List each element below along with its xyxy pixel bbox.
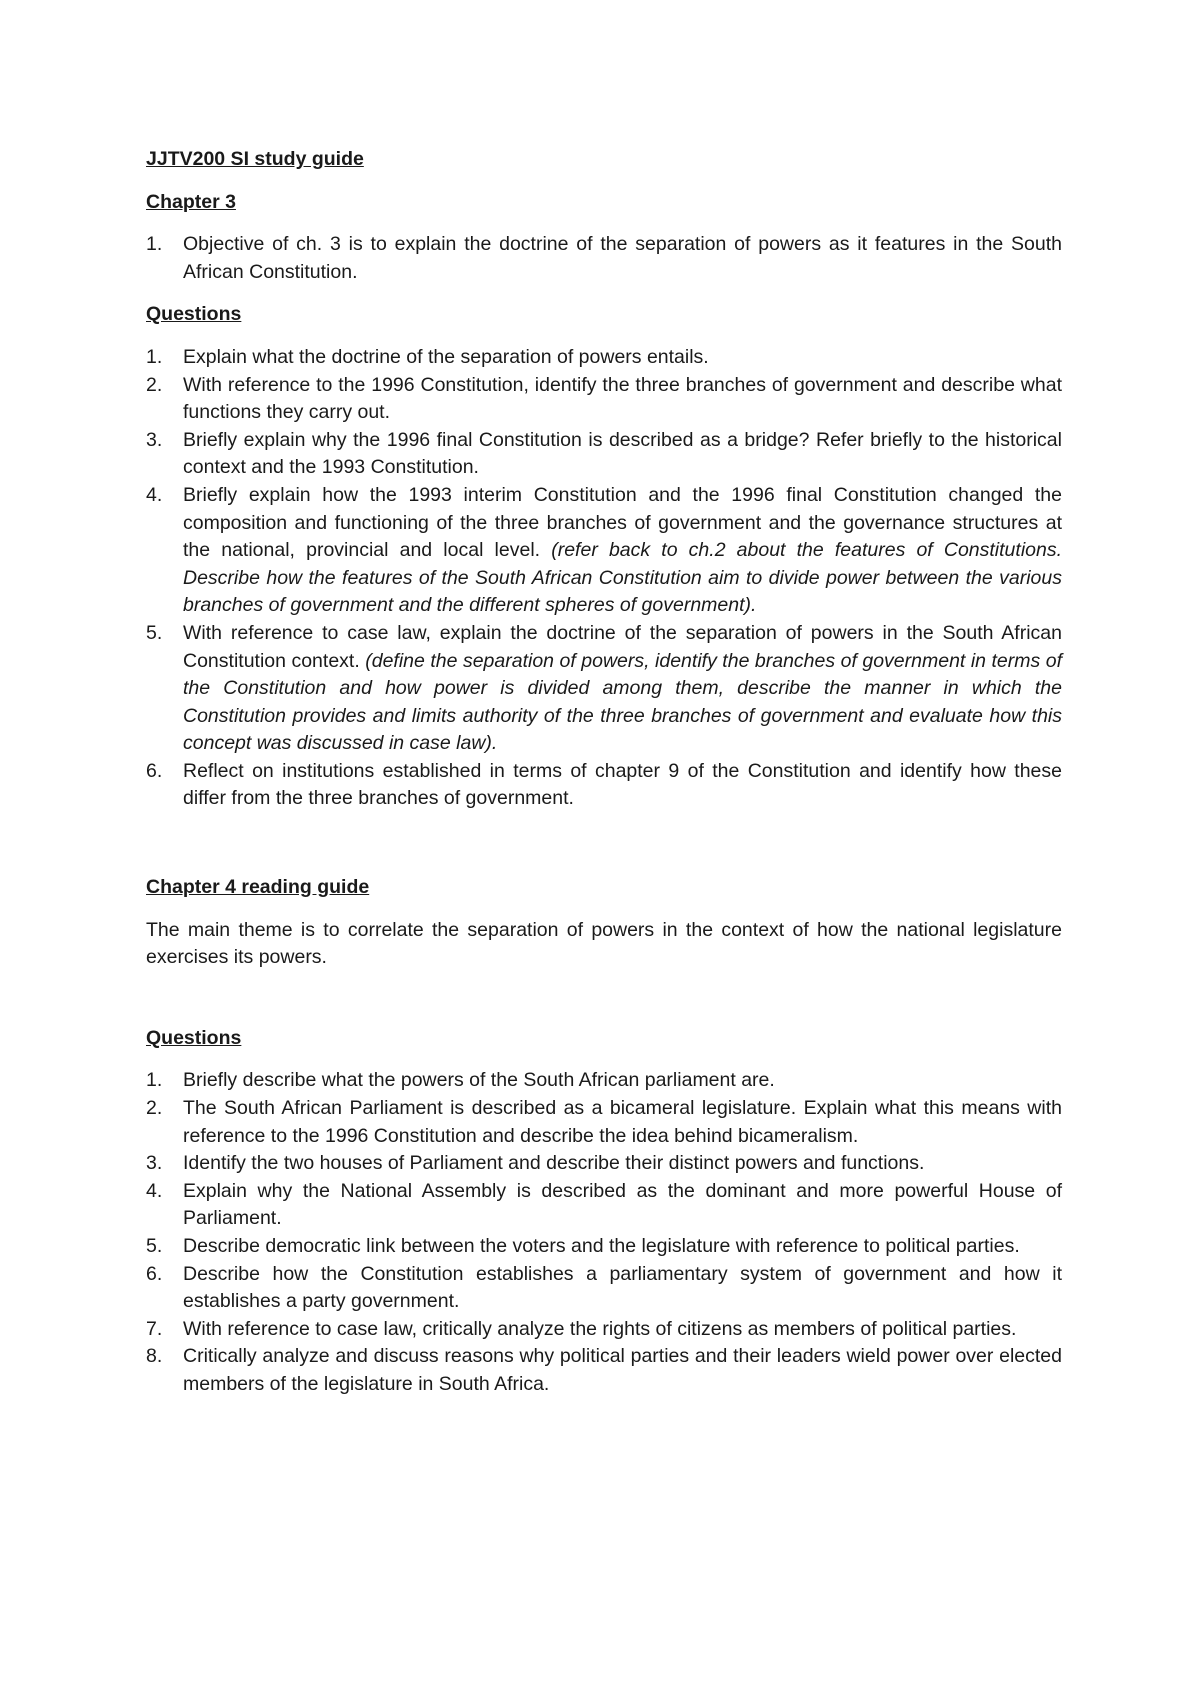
chapter-3-questions-list <box>146 344 1062 813</box>
list-item-number: 1. <box>146 345 163 368</box>
list-item-text: Critically analyze and discuss reasons why political parties and their leaders wield power over elected members of the legislature in South Africa. <box>183 1345 1062 1395</box>
document-page <box>146 146 1062 1399</box>
list-item-note: (define the separation of powers, identify the branches of government in terms of the Constitution and how power is divided among them, describe the manner in which the Constitution provides and limits authority of the three branches of government and evaluate how this concept was discussed in case law). <box>183 649 1062 755</box>
list-item-number: 1. <box>146 1069 163 1092</box>
list-item-text: Briefly explain how the 1993 interim Constitution and the 1996 final Constitution changed the composition and functioning of the three branches of government and the governance structures at the national, provincial and local level. <box>183 483 1062 562</box>
list-item-number: 3. <box>146 428 163 451</box>
list-item-text: Describe how the Constitution establishes a parliamentary system of government and how it establishes a party government. <box>183 1262 1062 1313</box>
list-item <box>146 344 1062 372</box>
list-item <box>146 1067 1062 1095</box>
list-item-text: Briefly describe what the powers of the South African parliament are. <box>183 1069 775 1092</box>
list-item-number: 5. <box>146 621 163 644</box>
list-item <box>146 482 1062 620</box>
list-item-note: (refer back to ch.2 about the features of Constitutions. Describe how the features of the South African Constitution aim to divide power between the various branches of government and the different spheres of government). <box>183 539 1063 617</box>
list-item-number: 4. <box>146 1179 163 1202</box>
list-item-number: 4. <box>146 483 163 506</box>
list-item-text: With reference to the 1996 Constitution, identify the three branches of government and describe what functions they carry out. <box>183 373 1062 424</box>
list-item-text: Explain why the National Assembly is described as the dominant and more powerful House of Parliament. <box>183 1179 1062 1230</box>
list-item <box>146 1150 1062 1178</box>
chapter-4-heading: Chapter 4 reading guide <box>146 876 370 899</box>
list-item <box>146 372 1062 427</box>
list-item <box>146 1316 1062 1344</box>
chapter-3-objective-list <box>146 231 1062 286</box>
chapter-3-questions-heading: Questions <box>146 303 242 326</box>
list-item-text: Explain what the doctrine of the separation of powers entails. <box>183 345 709 368</box>
list-item-text: The South African Parliament is described as a bicameral legislature. Explain what this means with reference to the 1996 Constitution and describe the idea behind bicameralism. <box>183 1097 1062 1147</box>
list-item-text: Describe democratic link between the voters and the legislature with reference to political parties. <box>183 1235 1020 1257</box>
list-item-number: 7. <box>146 1317 163 1340</box>
list-item-text: Identify the two houses of Parliament and describe their distinct powers and functions. <box>183 1152 925 1175</box>
list-item-number: 2. <box>146 373 163 396</box>
list-item <box>146 620 1062 758</box>
list-item-number: 3. <box>146 1152 163 1175</box>
list-item <box>146 1343 1062 1398</box>
list-item-number: 6. <box>146 1262 163 1285</box>
list-item-number: 1. <box>146 233 163 256</box>
chapter-4-questions-list <box>146 1067 1062 1398</box>
list-item <box>146 1178 1062 1233</box>
document-title: JJTV200 SI study guide <box>146 148 364 170</box>
list-item <box>146 758 1062 813</box>
list-item <box>146 1261 1062 1316</box>
list-item-text: Briefly explain why the 1996 final Constitution is described as a bridge? Refer briefly to the historical context and the 1993 Constitution. <box>183 428 1062 479</box>
list-item <box>146 231 1062 286</box>
list-item-number: 5. <box>146 1235 163 1257</box>
list-item-text: With reference to case law, critically analyze the rights of citizens as members of political parties. <box>183 1317 1017 1340</box>
list-item-number: 8. <box>146 1345 163 1368</box>
list-item-text: Objective of ch. 3 is to explain the doctrine of the separation of powers as it features in the South African Constitution. <box>183 233 1062 283</box>
chapter-4-questions-heading: Questions <box>146 1026 242 1049</box>
list-item-number: 6. <box>146 759 163 782</box>
list-item <box>146 1233 1062 1261</box>
chapter-3-heading: Chapter 3 <box>146 190 236 213</box>
list-item-number: 2. <box>146 1097 163 1120</box>
list-item <box>146 427 1062 482</box>
list-item-text: With reference to case law, explain the doctrine of the separation of powers in the South African Constitution context. <box>183 621 1062 672</box>
chapter-4-intro: The main theme is to correlate the separation of powers in the context of how the national legislature exercises its powers. <box>146 918 1062 969</box>
list-item <box>146 1095 1062 1150</box>
list-item-text: Reflect on institutions established in terms of chapter 9 of the Constitution and identify how these differ from the three branches of government. <box>183 759 1062 810</box>
